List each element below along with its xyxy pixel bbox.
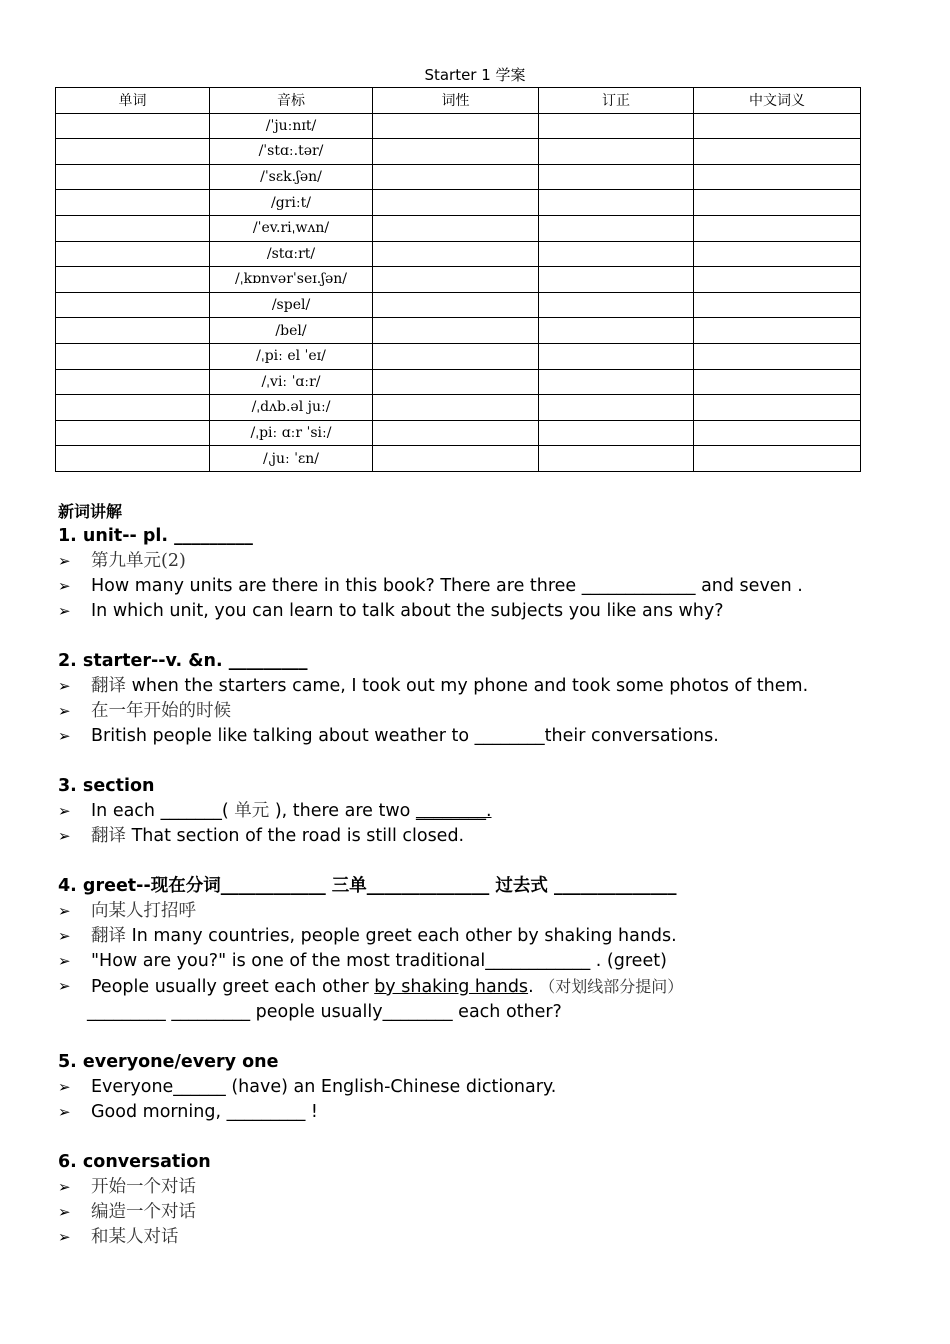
blank-answer-cell[interactable] <box>373 267 539 293</box>
table-row <box>56 420 861 446</box>
table-row <box>56 267 861 293</box>
blank-answer-cell[interactable] <box>373 343 539 369</box>
blank-answer-cell[interactable] <box>694 369 861 395</box>
phonetic-cell: /ˌviː ˈɑːr/ <box>210 369 373 395</box>
phonetic-cell: /griːt/ <box>210 190 373 216</box>
section-title-everyone: 5. everyone/every one <box>58 1052 279 1072</box>
word-explanations <box>58 500 894 1250</box>
phonetic-cell: /ˌkɒnvərˈseɪ.ʃən/ <box>210 267 373 293</box>
table-row <box>56 164 861 190</box>
bullet-arrow-icon: ➢ <box>58 827 71 845</box>
blank-answer-cell[interactable] <box>373 446 539 472</box>
blank-answer-cell[interactable] <box>56 241 210 267</box>
blank-answer-cell[interactable] <box>694 395 861 421</box>
bullet-arrow-icon: ➢ <box>58 927 71 945</box>
bullet-arrow-icon: ➢ <box>58 577 71 595</box>
blank-answer-cell[interactable] <box>56 395 210 421</box>
phonetic-cell: /ˌjuː ˈɛn/ <box>210 446 373 472</box>
phonetic-cell: /ˈsɛk.ʃən/ <box>210 164 373 190</box>
list-item: ➢ 向某人打招呼 <box>58 899 894 924</box>
blank-answer-cell[interactable] <box>694 164 861 190</box>
list-item: ➢ 编造一个对话 <box>58 1200 894 1225</box>
section-title-greet: 4. greet--现在分词____________ 三单______________ 过去式 ______________ <box>58 876 677 896</box>
table-row <box>56 395 861 421</box>
blank-answer-cell[interactable] <box>373 369 539 395</box>
blank-answer-cell[interactable] <box>373 164 539 190</box>
blank-answer-cell[interactable] <box>539 292 694 318</box>
bullet-arrow-icon: ➢ <box>58 702 71 720</box>
blank-answer-cell[interactable] <box>694 420 861 446</box>
blank-answer-cell[interactable] <box>373 241 539 267</box>
table-header-cell: 音标 <box>210 88 373 114</box>
blank-answer-cell[interactable] <box>694 343 861 369</box>
blank-answer-cell[interactable] <box>56 113 210 139</box>
list-item: ➢ People usually greet each other by shaking hands. （对划线部分提问） <box>58 974 894 1000</box>
bullet-arrow-icon: ➢ <box>58 1178 71 1196</box>
blank-answer-cell[interactable] <box>694 241 861 267</box>
blank-answer-cell[interactable] <box>539 113 694 139</box>
table-header-row <box>56 88 861 114</box>
blank-answer-cell[interactable] <box>539 267 694 293</box>
blank-answer-cell[interactable] <box>694 139 861 165</box>
bullet-arrow-icon: ➢ <box>58 1203 71 1221</box>
bullet-arrow-icon: ➢ <box>58 977 71 995</box>
phonetic-cell: /ˌpiː el ˈeɪ/ <box>210 343 373 369</box>
table-header-cell: 订正 <box>539 88 694 114</box>
blank-answer-cell[interactable] <box>373 215 539 241</box>
blank-answer-cell[interactable] <box>694 113 861 139</box>
vocabulary-table <box>55 87 861 472</box>
list-item: ➢ 翻译 In many countries, people greet each other by shaking hands. <box>58 924 894 949</box>
blank-answer-cell[interactable] <box>694 190 861 216</box>
table-row <box>56 292 861 318</box>
phonetic-cell: /ˈev.riˌwʌn/ <box>210 215 373 241</box>
bullet-arrow-icon: ➢ <box>58 902 71 920</box>
blank-answer-cell[interactable] <box>694 446 861 472</box>
blank-answer-cell[interactable] <box>56 190 210 216</box>
table-row <box>56 215 861 241</box>
blank-answer-cell[interactable] <box>373 318 539 344</box>
list-item: ➢ 翻译 That section of the road is still closed. <box>58 824 894 849</box>
section-title-unit: 1. unit-- pl. _________ <box>58 526 253 546</box>
list-item: ➢ Everyone______ (have) an English-Chinese dictionary. <box>58 1075 894 1100</box>
bullet-arrow-icon: ➢ <box>58 802 71 820</box>
bullet-arrow-icon: ➢ <box>58 677 71 695</box>
blank-answer-cell[interactable] <box>373 113 539 139</box>
table-row <box>56 446 861 472</box>
table-row <box>56 190 861 216</box>
blank-answer-cell[interactable] <box>56 139 210 165</box>
phonetic-cell: /ˈstɑː.tər/ <box>210 139 373 165</box>
section-title-conversation: 6. conversation <box>58 1152 211 1172</box>
blank-answer-cell[interactable] <box>539 420 694 446</box>
list-item: ➢ 开始一个对话 <box>58 1175 894 1200</box>
blank-answer-cell[interactable] <box>539 395 694 421</box>
blank-answer-cell[interactable] <box>539 318 694 344</box>
blank-answer-cell[interactable] <box>56 420 210 446</box>
blank-answer-cell[interactable] <box>56 164 210 190</box>
blank-answer-cell[interactable] <box>56 215 210 241</box>
blank-answer-cell[interactable] <box>694 215 861 241</box>
blank-answer-cell[interactable] <box>373 190 539 216</box>
blank-answer-cell[interactable] <box>373 395 539 421</box>
blank-answer-cell[interactable] <box>539 241 694 267</box>
blank-answer-cell[interactable] <box>56 292 210 318</box>
blank-answer-cell[interactable] <box>373 292 539 318</box>
blank-answer-cell[interactable] <box>373 139 539 165</box>
page-title: Starter 1 学案 <box>424 66 526 84</box>
blank-answer-cell[interactable] <box>539 190 694 216</box>
table-row <box>56 113 861 139</box>
table-row <box>56 139 861 165</box>
table-row <box>56 241 861 267</box>
phonetic-cell: /bel/ <box>210 318 373 344</box>
table-row <box>56 343 861 369</box>
bullet-arrow-icon: ➢ <box>58 1103 71 1121</box>
list-item: ➢ How many units are there in this book? There are three _____________ and seven . <box>58 574 894 599</box>
blank-answer-cell[interactable] <box>694 267 861 293</box>
section-title-starter: 2. starter--v. &n. _________ <box>58 651 308 671</box>
blank-answer-cell[interactable] <box>56 318 210 344</box>
blank-answer-cell[interactable] <box>539 164 694 190</box>
list-item: ➢ Good morning, _________ ! <box>58 1100 894 1125</box>
phonetic-cell: /ˌdʌb.əl juː/ <box>210 395 373 421</box>
phonetic-cell: /stɑːrt/ <box>210 241 373 267</box>
list-item: ➢ 在一年开始的时候 <box>58 699 894 724</box>
blank-answer-cell[interactable] <box>56 369 210 395</box>
list-item: ➢ In each _______( 单元 ), there are two ________. <box>58 799 894 824</box>
section-heading: 新词讲解 <box>58 502 123 521</box>
table-row <box>56 369 861 395</box>
phonetic-cell: /spel/ <box>210 292 373 318</box>
phonetic-cell: /ˈjuːnɪt/ <box>210 113 373 139</box>
blank-answer-cell[interactable] <box>56 267 210 293</box>
table-header-cell: 中文词义 <box>694 88 861 114</box>
list-item: ➢ "How are you?" is one of the most traditional____________ . (greet) <box>58 949 894 974</box>
blank-answer-cell[interactable] <box>539 446 694 472</box>
question-continuation: _________ _________ people usually________ each other? <box>87 1002 562 1022</box>
blank-answer-cell[interactable] <box>694 292 861 318</box>
bullet-arrow-icon: ➢ <box>58 1078 71 1096</box>
blank-answer-cell[interactable] <box>539 343 694 369</box>
phonetic-cell: /ˌpiː ɑːr ˈsiː/ <box>210 420 373 446</box>
bullet-arrow-icon: ➢ <box>58 727 71 745</box>
table-header-cell: 词性 <box>373 88 539 114</box>
list-item: ➢ In which unit, you can learn to talk about the subjects you like ans why? <box>58 599 894 624</box>
bullet-arrow-icon: ➢ <box>58 602 71 620</box>
blank-answer-cell[interactable] <box>56 446 210 472</box>
list-item: ➢ 翻译 when the starters came, I took out my phone and took some photos of them. <box>58 674 894 699</box>
bullet-arrow-icon: ➢ <box>58 552 71 570</box>
blank-answer-cell[interactable] <box>539 215 694 241</box>
blank-answer-cell[interactable] <box>539 369 694 395</box>
bullet-arrow-icon: ➢ <box>58 952 71 970</box>
bullet-arrow-icon: ➢ <box>58 1228 71 1246</box>
list-item: ➢ British people like talking about weather to ________their conversations. <box>58 724 894 749</box>
blank-answer-cell[interactable] <box>373 420 539 446</box>
list-item: ➢ 第九单元(2) <box>58 549 894 574</box>
table-header-cell: 单词 <box>56 88 210 114</box>
blank-answer-cell[interactable] <box>694 318 861 344</box>
blank-answer-cell[interactable] <box>539 139 694 165</box>
blank-answer-cell[interactable] <box>56 343 210 369</box>
table-row <box>56 318 861 344</box>
section-title-section: 3. section <box>58 776 155 796</box>
list-item: ➢ 和某人对话 <box>58 1225 894 1250</box>
